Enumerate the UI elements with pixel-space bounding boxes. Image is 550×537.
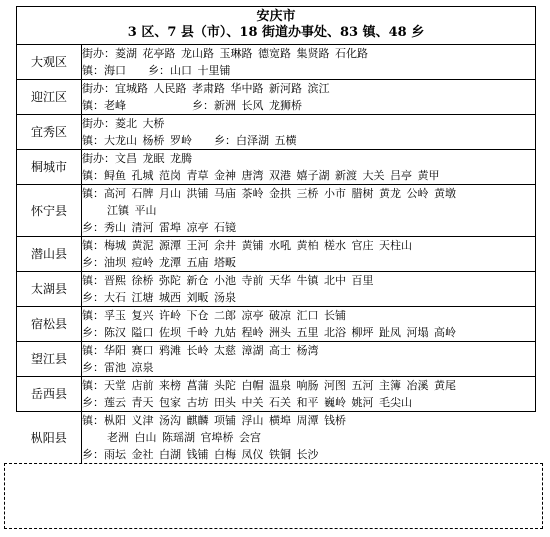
district-name: 岳西县 [17,377,82,412]
district-name: 潜山县 [17,237,82,272]
xiang-list: 秀山 清河 雷埠 凉亭 石镜 [104,221,236,234]
district-details [82,272,536,307]
table-row [17,115,536,150]
district-name: 怀宁县 [17,185,82,237]
jiedao-label: 街办： [82,47,115,60]
xiang-list: 油坝 痘岭 龙潭 五庙 塔畈 [104,256,236,269]
xiang-line [82,254,535,271]
zhen-list: 鲟鱼 孔城 范岗 青草 金神 唐湾 双港 嬉子湖 新渡 大关 吕亭 黄甲 [104,169,440,182]
xiang-label: 乡： [192,99,214,112]
zhen-list-continued: 老洲 白山 陈瑶湖 官埠桥 会宫 [107,431,261,444]
zhen-label: 镇： [82,134,104,147]
xiang-label: 乡： [214,134,236,147]
zhen-label: 镇： [82,169,104,182]
xiang-label: 乡： [82,326,104,339]
xiang-list: 大石 江塘 城西 刘畈 汤泉 [104,291,236,304]
zhen-line [82,412,536,429]
jiedao-label: 街办： [82,117,115,130]
xiang-line [82,359,535,376]
jiedao-list: 菱北 大桥 [115,117,165,130]
xiang-line [82,324,535,341]
zhen-line [82,377,535,394]
zhen-list: 老峰 [104,99,126,112]
table-row [17,412,536,464]
table-subtitle: 3 区、7 县（市）、18 街道办事处、83 镇、48 乡 [127,25,425,40]
zhen-xiang-line [82,62,535,79]
xiang-list: 雨坛 金社 白湖 钱铺 白梅 凤仪 铁铜 长沙 [104,448,319,461]
jiedao-line [82,80,535,97]
district-name: 宿松县 [17,307,82,342]
xiang-list: 陈汉 隘口 佐坝 千岭 九姑 程岭 洲头 五里 北浴 柳坪 趾凤 河塌 高岭 [104,326,456,339]
zhen-label: 镇： [82,64,104,77]
jiedao-list: 文昌 龙眠 龙腾 [115,152,192,165]
zhen-line [82,237,535,254]
xiang-label: 乡： [82,361,104,374]
district-details [82,412,536,464]
xiang-label: 乡： [82,448,104,461]
zhen-label: 镇： [82,187,104,200]
zhen-xiang-line [82,97,535,114]
xiang-list: 莲云 青天 包家 古坊 田头 中关 石关 和平 巍岭 姚河 毛尖山 [104,396,412,409]
district-details [82,150,536,185]
xiang-label: 乡： [82,256,104,269]
zhen-line-continued [82,429,536,446]
district-name: 望江县 [17,342,82,377]
table-header [16,6,536,44]
zhen-line-continued [82,202,535,219]
zhen-line [82,167,535,184]
table-row [17,45,536,80]
district-details [82,80,536,115]
xiang-line [82,394,535,411]
xiang-list: 新洲 长风 龙狮桥 [214,99,302,112]
jiedao-list: 宜城路 人民路 孝肃路 华中路 新河路 滨江 [115,82,330,95]
zhen-label: 镇： [82,274,104,287]
zhen-list: 孚玉 复兴 许岭 下仓 二郎 凉亭 破凉 汇口 长铺 [104,309,346,322]
district-details [82,237,536,272]
district-table-sheet [16,6,536,463]
table-row [17,342,536,377]
district-name: 宜秀区 [17,115,82,150]
table-row [17,80,536,115]
zhen-line [82,342,535,359]
district-name: 大观区 [17,45,82,80]
xiang-list: 山口 十里铺 [170,64,231,77]
district-details [82,185,536,237]
jiedao-line [82,45,535,62]
district-name: 迎江区 [17,80,82,115]
jiedao-line [82,115,535,132]
table-row [17,237,536,272]
table-title: 安庆市 [256,9,296,24]
district-name: 枞阳县 [17,412,82,464]
district-table [16,44,536,463]
xiang-label: 乡： [82,221,104,234]
jiedao-label: 街办： [82,152,115,165]
zhen-list: 高河 石牌 月山 洪铺 马庙 茶岭 金拱 三桥 小市 腊树 黄龙 公岭 黄墩 [104,187,456,200]
zhen-list: 晋熙 徐桥 弥陀 新仓 小池 寺前 天华 牛镇 北中 百里 [104,274,374,287]
district-details [82,115,536,150]
xiang-line [82,289,535,306]
zhen-list: 天堂 店前 来榜 菖蒲 头陀 白帽 温泉 响肠 河图 五河 主簿 冶溪 黄尾 [104,379,456,392]
xiang-label: 乡： [148,64,170,77]
dashed-highlight-frame [4,463,543,529]
xiang-label: 乡： [82,291,104,304]
district-name: 太湖县 [17,272,82,307]
zhen-list: 梅城 黄泥 源潭 王河 余井 黄铺 水吼 黄柏 槎水 官庄 天柱山 [104,239,412,252]
zhen-label: 镇： [82,309,104,322]
district-name: 桐城市 [17,150,82,185]
table-row [17,185,536,237]
xiang-line [82,446,536,463]
zhen-xiang-line [82,132,535,149]
table-row [17,272,536,307]
zhen-line [82,272,535,289]
xiang-label: 乡： [82,396,104,409]
zhen-list-continued: 江镇 平山 [107,204,157,217]
zhen-list: 枞阳 义津 汤沟 麒麟 项铺 浮山 横埠 周潭 钱桥 [104,414,346,427]
zhen-list: 大龙山 杨桥 罗岭 [104,134,192,147]
jiedao-list: 菱湖 花亭路 龙山路 玉琳路 德宽路 集贤路 石化路 [115,47,368,60]
zhen-label: 镇： [82,414,104,427]
district-details [82,377,536,412]
district-details [82,307,536,342]
xiang-list: 白泽湖 五横 [236,134,297,147]
xiang-list: 雷池 凉泉 [104,361,154,374]
zhen-list: 华阳 赛口 鸦滩 长岭 太慈 漳湖 高士 杨湾 [104,344,319,357]
table-row [17,377,536,412]
zhen-label: 镇： [82,99,104,112]
district-details [82,45,536,80]
zhen-label: 镇： [82,379,104,392]
zhen-label: 镇： [82,344,104,357]
zhen-list: 海口 [104,64,126,77]
jiedao-line [82,150,535,167]
xiang-line [82,219,535,236]
district-details [82,342,536,377]
jiedao-label: 街办： [82,82,115,95]
table-row [17,150,536,185]
zhen-line [82,185,535,202]
zhen-line [82,307,535,324]
table-row [17,307,536,342]
zhen-label: 镇： [82,239,104,252]
